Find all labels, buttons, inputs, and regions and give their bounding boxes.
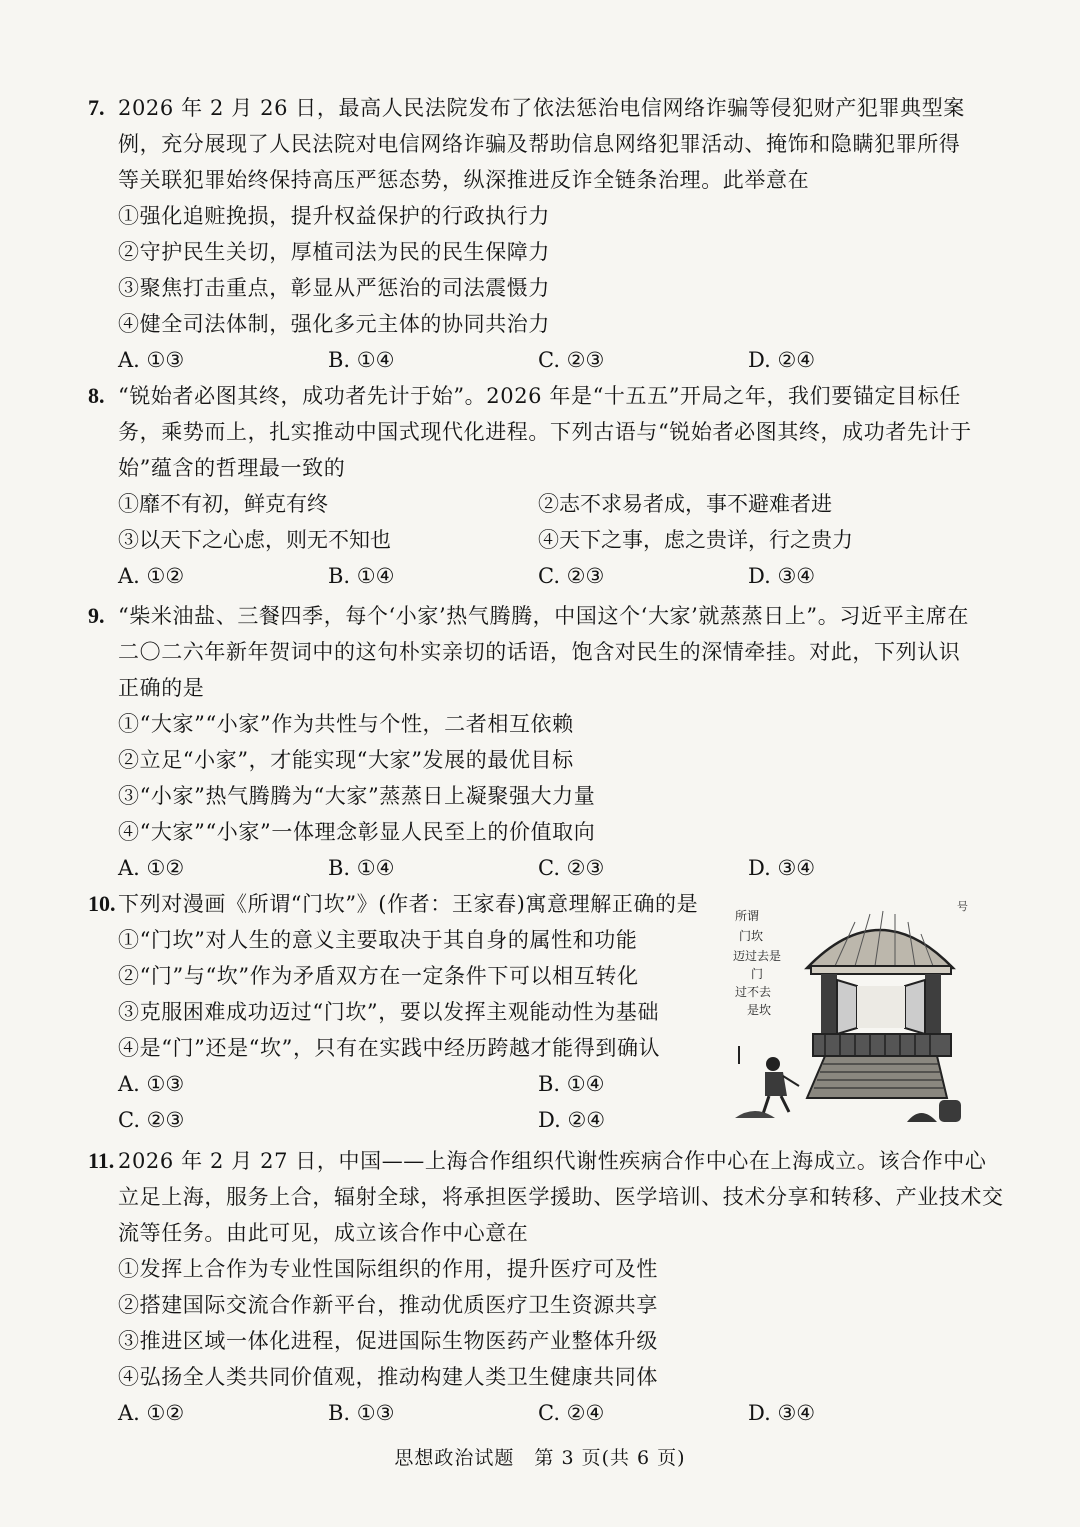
cartoon-mark: 号 [957, 900, 968, 913]
statement-item: ④天下之事，虑之贵详，行之贵力 [538, 528, 853, 552]
answer-choices [88, 558, 978, 594]
artist-seal [907, 1100, 961, 1122]
question-stem-line: 正确的是 [118, 676, 205, 700]
choice-b[interactable]: B. ①④ [538, 1072, 605, 1096]
choice-c[interactable]: C. ②④ [538, 1401, 605, 1425]
svg-text:所谓: 所谓 [735, 909, 760, 923]
choice-b[interactable]: B. ①④ [328, 348, 395, 372]
statement-row [88, 486, 978, 522]
choice-d[interactable]: D. ②④ [538, 1108, 606, 1132]
steps [807, 1056, 947, 1098]
choice-d[interactable]: D. ③④ [748, 856, 816, 880]
statement-item: ④“大家”“小家”一体理念彰显人民至上的价值取向 [118, 820, 596, 844]
answer-choices [88, 342, 978, 378]
statement-item: ②守护民生关切，厚植司法为民的民生保障力 [118, 240, 550, 264]
answer-choices [88, 850, 978, 886]
question-stem-line: 例，充分展现了人民法院对电信网络诈骗及帮助信息网络犯罪活动、掩饰和隐瞒犯罪所得 [118, 132, 961, 156]
question-number: 8. [88, 383, 105, 408]
statement-item: ④是“门”还是“坎”，只有在实践中经历跨越才能得到确认 [118, 1036, 661, 1060]
choice-d[interactable]: D. ③④ [748, 564, 816, 588]
statement-item: ①“大家”“小家”作为共性与个性，二者相互依赖 [118, 712, 574, 736]
statement-item: ③聚焦打击重点，彰显从严惩治的司法震慑力 [118, 276, 550, 300]
statement-item: ①靡不有初，鲜克有终 [118, 492, 328, 516]
choice-d[interactable]: D. ③④ [748, 1401, 816, 1425]
question-7 [88, 90, 978, 378]
choice-a[interactable]: A. ①② [118, 1401, 185, 1425]
question-stem-line: 立足上海，服务上合，辐射全球，将承担医学援助、医学培训、技术分享和转移、产业技术交 [118, 1185, 1004, 1209]
question-stem-line: 2026 年 2 月 26 日，最高人民法院发布了依法惩治电信网络诈骗等侵犯财产犯罪典型案 [118, 96, 965, 120]
question-number: 11. [88, 1148, 115, 1173]
question-number: 7. [88, 95, 105, 120]
statement-item: ②立足“小家”，才能实现“大家”发展的最优目标 [118, 748, 574, 772]
question-stem-line: 始”蕴含的哲理最一致的 [118, 456, 346, 480]
question-stem-line: 务，乘势而上，扎实推动中国式现代化进程。下列古语与“锐始者必图其终，成功者先计于 [118, 420, 972, 444]
page-footer: 思想政治试题 第 3 页(共 6 页) [394, 1447, 686, 1469]
svg-text:是坎: 是坎 [747, 1003, 772, 1017]
eave [811, 966, 951, 974]
statement-item: ③以天下之心虑，则无不知也 [118, 528, 391, 552]
question-stem-line: 2026 年 2 月 27 日，中国——上海合作组织代谢性疾病合作中心在上海成立。该合作中心 [118, 1149, 987, 1173]
left-door-leaf [837, 980, 857, 1034]
statement-item: ③推进区域一体化进程，促进国际生物医药产业整体升级 [118, 1329, 658, 1353]
statement-item: ①发挥上合作为专业性国际组织的作用，提升医疗可及性 [118, 1257, 658, 1281]
statement-item: ④健全司法体制，强化多元主体的协同共治力 [118, 312, 550, 336]
svg-text:门: 门 [751, 967, 764, 981]
choice-b[interactable]: B. ①③ [328, 1401, 395, 1425]
question-stem-line: 下列对漫画《所谓“门坎”》(作者：王家春)寓意理解正确的是 [118, 892, 699, 916]
statement-item: ②搭建国际交流合作新平台，推动优质医疗卫生资源共享 [118, 1293, 658, 1317]
right-pillar [925, 974, 941, 1034]
question-number: 9. [88, 603, 105, 628]
cartoon-illustration [725, 886, 975, 1136]
question-stem-line: 流等任务。由此可见，成立该合作中心意在 [118, 1221, 529, 1245]
choice-d[interactable]: D. ②④ [748, 348, 816, 372]
svg-text:过不去: 过不去 [735, 985, 772, 999]
cartoon-caption [733, 909, 781, 1017]
choice-c[interactable]: C. ②③ [538, 564, 605, 588]
left-pillar [821, 974, 837, 1034]
statement-item: ①“门坎”对人生的意义主要取决于其自身的属性和功能 [118, 928, 638, 952]
doorway [857, 986, 905, 1028]
answer-choices [88, 1395, 978, 1431]
question-number: 10. [88, 891, 116, 916]
statement-item: ③克服困难成功迈过“门坎”，要以发挥主观能动性为基础 [118, 1000, 660, 1024]
statement-item: ②“门”与“坎”作为矛盾双方在一定条件下可以相互转化 [118, 964, 639, 988]
statement-item: ④弘扬全人类共同价值观，推动构建人类卫生健康共同体 [118, 1365, 658, 1389]
question-stem-line: “柴米油盐、三餐四季，每个‘小家’热气腾腾，中国这个‘大家’就蒸蒸日上”。习近平主席在 [118, 604, 969, 628]
right-door-leaf [905, 980, 925, 1034]
choice-a[interactable]: A. ①② [118, 856, 185, 880]
question-stem-line: 等关联犯罪始终保持高压严惩态势，纵深推进反诈全链条治理。此举意在 [118, 168, 810, 192]
question-stem-line: 二〇二六年新年贺词中的这句朴实亲切的话语，饱含对民生的深情牵挂。对此，下列认识 [118, 640, 961, 664]
statement-item: ②志不求易者成，事不避难者进 [538, 492, 832, 516]
question-stem-line: “锐始者必图其终，成功者先计于始”。2026 年是“十五五”开局之年，我们要锚定目标任 [118, 384, 961, 408]
statement-row [88, 522, 978, 558]
question-11 [88, 1143, 1004, 1431]
choice-c[interactable]: C. ②③ [538, 348, 605, 372]
choice-a[interactable]: A. ①② [118, 564, 185, 588]
statement-item: ③“小家”热气腾腾为“大家”蒸蒸日上凝聚强大力量 [118, 784, 596, 808]
choice-b[interactable]: B. ①④ [328, 564, 395, 588]
question-9 [88, 598, 978, 886]
choice-a[interactable]: A. ①③ [118, 1072, 185, 1096]
choice-a[interactable]: A. ①③ [118, 348, 185, 372]
person-figure [735, 1046, 799, 1118]
svg-text:门坎: 门坎 [739, 929, 764, 943]
choice-c[interactable]: C. ②③ [538, 856, 605, 880]
svg-text:迈过去是: 迈过去是 [733, 949, 782, 963]
choice-c[interactable]: C. ②③ [118, 1108, 185, 1132]
question-8 [88, 378, 978, 594]
statement-item: ①强化追赃挽损，提升权益保护的行政执行力 [118, 204, 550, 228]
choice-b[interactable]: B. ①④ [328, 856, 395, 880]
